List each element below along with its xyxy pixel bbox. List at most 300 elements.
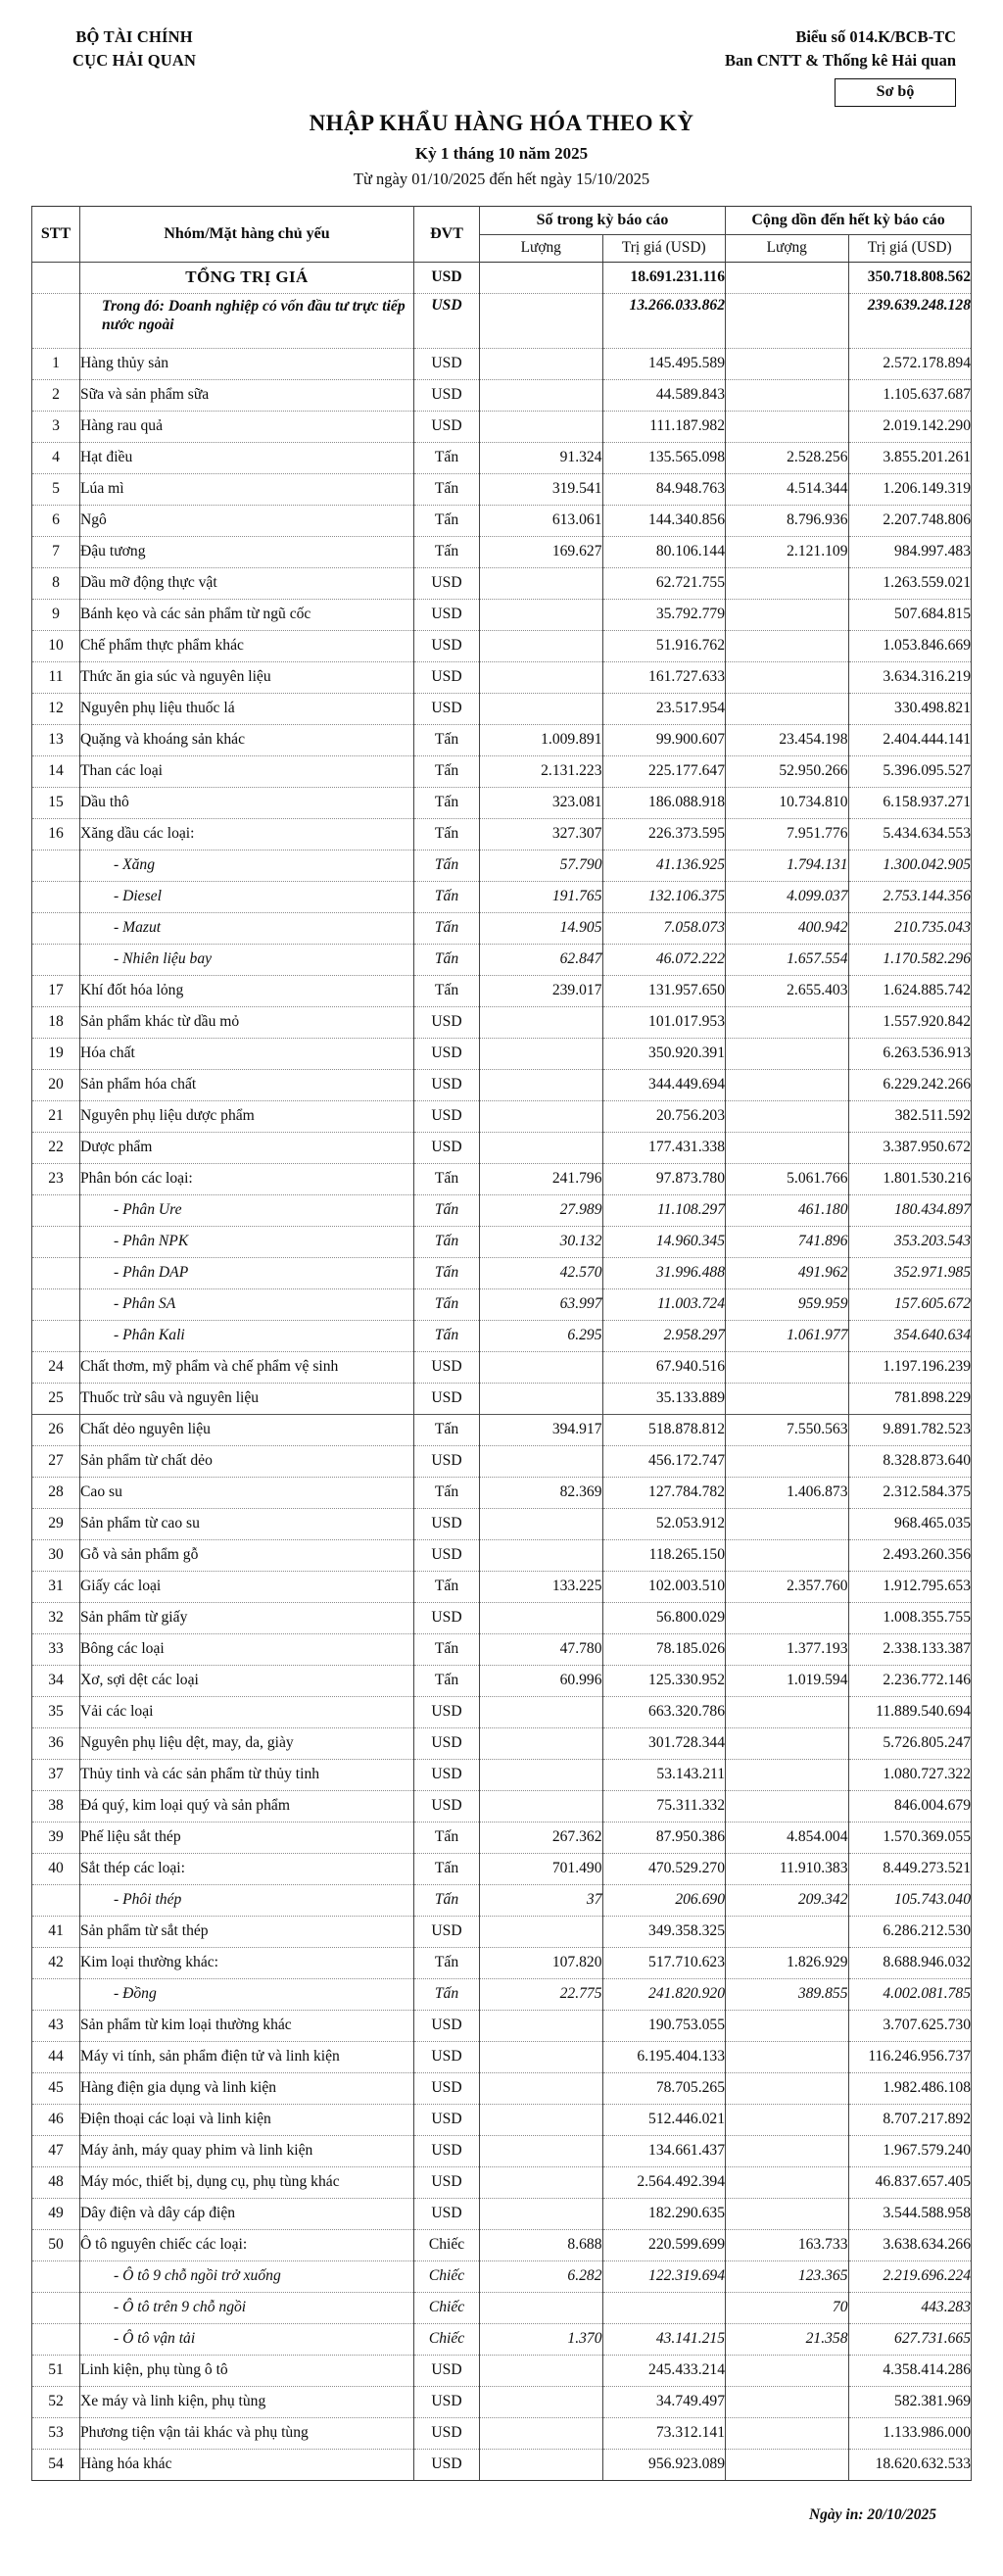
table-row — [32, 599, 972, 630]
period-value-cell: 122.319.694 — [602, 2260, 726, 2292]
department-name: CỤC HẢI QUAN — [72, 50, 197, 70]
period-quantity-cell: 2.131.223 — [480, 755, 603, 787]
column-header-period-group: Số trong kỳ báo cáo — [480, 207, 726, 235]
cumulative-quantity-cell — [726, 567, 849, 599]
cumulative-quantity-cell — [726, 262, 849, 293]
period-quantity-cell — [480, 1351, 603, 1383]
table-row — [32, 1445, 972, 1477]
table-row — [32, 1696, 972, 1727]
table-row — [32, 755, 972, 787]
period-value-cell: 225.177.647 — [602, 755, 726, 787]
commodity-name-cell: Khí đốt hóa lỏng — [80, 975, 414, 1006]
unit-cell: Tấn — [414, 1477, 480, 1508]
cumulative-value-cell: 350.718.808.562 — [848, 262, 972, 293]
period-quantity-cell: 30.132 — [480, 1226, 603, 1257]
period-value-cell: 35.133.889 — [602, 1383, 726, 1414]
row-index-cell: 10 — [32, 630, 80, 661]
unit-cell: USD — [414, 1602, 480, 1633]
cumulative-value-cell: 1.133.986.000 — [848, 2417, 972, 2449]
form-reference-block — [725, 25, 956, 107]
table-row — [32, 724, 972, 755]
cumulative-quantity-cell: 959.959 — [726, 1288, 849, 1320]
row-index-cell: 18 — [32, 1006, 80, 1038]
period-quantity-cell — [480, 693, 603, 724]
period-quantity-cell: 82.369 — [480, 1477, 603, 1508]
row-index-cell: 21 — [32, 1100, 80, 1132]
period-value-cell: 31.996.488 — [602, 1257, 726, 1288]
period-value-cell: 118.265.150 — [602, 1539, 726, 1571]
cumulative-quantity-cell: 1.061.977 — [726, 1320, 849, 1351]
cumulative-value-cell: 6.263.536.913 — [848, 1038, 972, 1069]
period-value-cell: 456.172.747 — [602, 1445, 726, 1477]
unit-cell: USD — [414, 1038, 480, 1069]
cumulative-quantity-cell: 4.099.037 — [726, 881, 849, 912]
commodity-name-cell: Nguyên phụ liệu dệt, may, da, giày — [80, 1727, 414, 1759]
period-value-cell: 11.108.297 — [602, 1194, 726, 1226]
period-value-cell: 161.727.633 — [602, 661, 726, 693]
unit-cell: Chiếc — [414, 2323, 480, 2355]
column-header-period-quantity: Lượng — [480, 235, 603, 262]
row-index-cell — [32, 912, 80, 944]
row-index-cell: 32 — [32, 1602, 80, 1633]
page-title: NHẬP KHẨU HÀNG HÓA THEO KỲ — [309, 110, 694, 135]
period-quantity-cell — [480, 2010, 603, 2041]
table-row — [32, 2072, 972, 2104]
unit-cell: USD — [414, 1100, 480, 1132]
commodity-name-cell: Hóa chất — [80, 1038, 414, 1069]
row-index-cell: 30 — [32, 1539, 80, 1571]
period-value-cell: 62.721.755 — [602, 567, 726, 599]
cumulative-quantity-cell: 4.854.004 — [726, 1822, 849, 1853]
row-index-cell: 15 — [32, 787, 80, 818]
table-row — [32, 1602, 972, 1633]
period-value-cell: 56.800.029 — [602, 1602, 726, 1633]
cumulative-quantity-cell — [726, 1696, 849, 1727]
row-index-cell — [32, 262, 80, 293]
row-index-cell: 44 — [32, 2041, 80, 2072]
unit-cell: Tấn — [414, 912, 480, 944]
unit-cell: USD — [414, 661, 480, 693]
period-quantity-cell — [480, 1916, 603, 1947]
unit-cell: Tấn — [414, 1822, 480, 1853]
cumulative-quantity-cell: 52.950.266 — [726, 755, 849, 787]
table-row — [32, 1916, 972, 1947]
table-row — [32, 630, 972, 661]
cumulative-quantity-cell — [726, 2041, 849, 2072]
cumulative-value-cell: 846.004.679 — [848, 1790, 972, 1822]
commodity-name-cell: Ô tô nguyên chiếc các loại: — [80, 2229, 414, 2260]
unit-cell: Chiếc — [414, 2260, 480, 2292]
table-row — [32, 1884, 972, 1916]
row-index-cell: 42 — [32, 1947, 80, 1978]
table-row — [32, 1006, 972, 1038]
table-row — [32, 505, 972, 536]
commodity-name-cell: Xăng dầu các loại: — [80, 818, 414, 850]
column-header-cumulative-quantity: Lượng — [726, 235, 849, 262]
preliminary-badge: Sơ bộ — [835, 78, 956, 107]
cumulative-quantity-cell: 389.855 — [726, 1978, 849, 2010]
row-index-cell: 34 — [32, 1665, 80, 1696]
period-quantity-cell — [480, 1790, 603, 1822]
unit-cell: USD — [414, 2135, 480, 2166]
period-value-cell: 18.691.231.116 — [602, 262, 726, 293]
period-value-cell: 7.058.073 — [602, 912, 726, 944]
unit-cell: USD — [414, 567, 480, 599]
column-header-cumulative-value: Trị giá (USD) — [848, 235, 972, 262]
commodity-name-cell: Hàng thủy sản — [80, 348, 414, 379]
commodity-name-cell: TỔNG TRỊ GIÁ — [80, 262, 414, 293]
print-date: Ngày in: 20/10/2025 — [808, 2505, 936, 2523]
cumulative-quantity-cell: 1.657.554 — [726, 944, 849, 975]
row-index-cell: 52 — [32, 2386, 80, 2417]
commodity-name-cell: Vải các loại — [80, 1696, 414, 1727]
commodity-name-cell: Sản phẩm hóa chất — [80, 1069, 414, 1100]
period-quantity-cell — [480, 1696, 603, 1727]
unit-cell: USD — [414, 1696, 480, 1727]
period-quantity-cell — [480, 2166, 603, 2198]
unit-cell: USD — [414, 599, 480, 630]
commodity-name-cell: - Xăng — [80, 850, 414, 881]
table-row — [32, 2104, 972, 2135]
table-row — [32, 262, 972, 293]
title-block — [25, 109, 978, 189]
cumulative-quantity-cell — [726, 1132, 849, 1163]
row-index-cell: 36 — [32, 1727, 80, 1759]
cumulative-value-cell: 180.434.897 — [848, 1194, 972, 1226]
table-row — [32, 348, 972, 379]
table-row — [32, 1226, 972, 1257]
cumulative-value-cell: 8.707.217.892 — [848, 2104, 972, 2135]
row-index-cell — [32, 850, 80, 881]
cumulative-quantity-cell — [726, 630, 849, 661]
cumulative-value-cell: 3.544.588.958 — [848, 2198, 972, 2229]
cumulative-quantity-cell — [726, 661, 849, 693]
commodity-name-cell: Dây điện và dây cáp điện — [80, 2198, 414, 2229]
unit-cell: Tấn — [414, 1884, 480, 1916]
cumulative-value-cell: 1.801.530.216 — [848, 1163, 972, 1194]
cumulative-value-cell: 3.634.316.219 — [848, 661, 972, 693]
period-quantity-cell: 37 — [480, 1884, 603, 1916]
row-index-cell: 29 — [32, 1508, 80, 1539]
table-row — [32, 2135, 972, 2166]
cumulative-value-cell: 210.735.043 — [848, 912, 972, 944]
table-row — [32, 1947, 972, 1978]
period-value-cell: 6.195.404.133 — [602, 2041, 726, 2072]
cumulative-value-cell: 330.498.821 — [848, 693, 972, 724]
cumulative-quantity-cell — [726, 1383, 849, 1414]
period-quantity-cell — [480, 2355, 603, 2386]
unit-cell: USD — [414, 1069, 480, 1100]
commodity-name-cell: - Phân DAP — [80, 1257, 414, 1288]
commodity-name-cell: Dược phẩm — [80, 1132, 414, 1163]
cumulative-value-cell: 6.158.937.271 — [848, 787, 972, 818]
period-value-cell: 245.433.214 — [602, 2355, 726, 2386]
period-quantity-cell: 613.061 — [480, 505, 603, 536]
unit-cell: Tấn — [414, 850, 480, 881]
table-row — [32, 661, 972, 693]
table-row — [32, 1477, 972, 1508]
cumulative-quantity-cell: 7.550.563 — [726, 1414, 849, 1445]
unit-cell: Tấn — [414, 755, 480, 787]
cumulative-value-cell: 1.624.885.742 — [848, 975, 972, 1006]
unit-cell: Tấn — [414, 1853, 480, 1884]
row-index-cell: 12 — [32, 693, 80, 724]
column-header-unit: ĐVT — [414, 207, 480, 262]
cumulative-value-cell: 239.639.248.128 — [848, 293, 972, 348]
cumulative-value-cell: 5.726.805.247 — [848, 1727, 972, 1759]
period-value-cell: 44.589.843 — [602, 379, 726, 411]
unit-cell: Chiếc — [414, 2229, 480, 2260]
cumulative-value-cell: 781.898.229 — [848, 1383, 972, 1414]
unit-cell: USD — [414, 2166, 480, 2198]
table-row — [32, 411, 972, 442]
row-index-cell — [32, 1288, 80, 1320]
row-index-cell: 26 — [32, 1414, 80, 1445]
row-index-cell — [32, 1978, 80, 2010]
table-row — [32, 1100, 972, 1132]
cumulative-quantity-cell — [726, 293, 849, 348]
period-quantity-cell: 133.225 — [480, 1571, 603, 1602]
cumulative-quantity-cell — [726, 1916, 849, 1947]
row-index-cell — [32, 1884, 80, 1916]
cumulative-value-cell: 1.206.149.319 — [848, 473, 972, 505]
period-value-cell: 349.358.325 — [602, 1916, 726, 1947]
cumulative-quantity-cell — [726, 2417, 849, 2449]
unit-cell: USD — [414, 348, 480, 379]
unit-cell: USD — [414, 2104, 480, 2135]
cumulative-value-cell: 1.197.196.239 — [848, 1351, 972, 1383]
unit-cell: Tấn — [414, 1947, 480, 1978]
cumulative-value-cell: 1.053.846.669 — [848, 630, 972, 661]
cumulative-quantity-cell: 491.962 — [726, 1257, 849, 1288]
commodity-name-cell: Sản phẩm từ cao su — [80, 1508, 414, 1539]
unit-cell: Tấn — [414, 1320, 480, 1351]
period-quantity-cell — [480, 1602, 603, 1633]
cumulative-quantity-cell — [726, 1351, 849, 1383]
row-index-cell: 23 — [32, 1163, 80, 1194]
period-value-cell: 75.311.332 — [602, 1790, 726, 1822]
unit-cell: Tấn — [414, 1978, 480, 2010]
cumulative-value-cell: 507.684.815 — [848, 599, 972, 630]
period-quantity-cell: 169.627 — [480, 536, 603, 567]
row-index-cell — [32, 2260, 80, 2292]
row-index-cell: 28 — [32, 1477, 80, 1508]
cumulative-quantity-cell — [726, 1508, 849, 1539]
period-value-cell: 206.690 — [602, 1884, 726, 1916]
period-quantity-cell — [480, 411, 603, 442]
commodity-name-cell: Bánh kẹo và các sản phẩm từ ngũ cốc — [80, 599, 414, 630]
column-header-stt: STT — [32, 207, 80, 262]
table-body — [32, 262, 972, 2480]
commodity-name-cell: Sản phẩm từ chất dẻo — [80, 1445, 414, 1477]
commodity-name-cell: Nguyên phụ liệu dược phẩm — [80, 1100, 414, 1132]
period-value-cell: 132.106.375 — [602, 881, 726, 912]
table-row — [32, 1163, 972, 1194]
cumulative-value-cell: 1.263.559.021 — [848, 567, 972, 599]
unit-cell: Tấn — [414, 881, 480, 912]
cumulative-quantity-cell — [726, 2072, 849, 2104]
table-row — [32, 293, 972, 348]
period-value-cell: 470.529.270 — [602, 1853, 726, 1884]
unit-cell: Tấn — [414, 536, 480, 567]
commodity-name-cell: Chất thơm, mỹ phẩm và chế phẩm vệ sinh — [80, 1351, 414, 1383]
period-value-cell: 84.948.763 — [602, 473, 726, 505]
cumulative-quantity-cell: 1.794.131 — [726, 850, 849, 881]
period-quantity-cell — [480, 1759, 603, 1790]
period-value-cell: 226.373.595 — [602, 818, 726, 850]
commodity-name-cell: Linh kiện, phụ tùng ô tô — [80, 2355, 414, 2386]
unit-cell: Tấn — [414, 787, 480, 818]
cumulative-value-cell: 3.638.634.266 — [848, 2229, 972, 2260]
cumulative-quantity-cell: 7.951.776 — [726, 818, 849, 850]
period-quantity-cell — [480, 293, 603, 348]
row-index-cell: 39 — [32, 1822, 80, 1853]
period-quantity-cell: 319.541 — [480, 473, 603, 505]
row-index-cell: 5 — [32, 473, 80, 505]
unit-cell: USD — [414, 693, 480, 724]
table-row — [32, 2323, 972, 2355]
table-row — [32, 1320, 972, 1351]
cumulative-value-cell: 6.229.242.266 — [848, 1069, 972, 1100]
cumulative-value-cell: 2.312.584.375 — [848, 1477, 972, 1508]
table-row — [32, 379, 972, 411]
cumulative-quantity-cell — [726, 1790, 849, 1822]
row-index-cell: 54 — [32, 2449, 80, 2480]
cumulative-quantity-cell — [726, 693, 849, 724]
cumulative-value-cell: 4.002.081.785 — [848, 1978, 972, 2010]
cumulative-quantity-cell: 1.019.594 — [726, 1665, 849, 1696]
unit-cell: USD — [414, 2041, 480, 2072]
row-index-cell: 51 — [32, 2355, 80, 2386]
period-value-cell: 20.756.203 — [602, 1100, 726, 1132]
cumulative-value-cell: 354.640.634 — [848, 1320, 972, 1351]
period-quantity-cell — [480, 2386, 603, 2417]
period-quantity-cell: 14.905 — [480, 912, 603, 944]
row-index-cell: 38 — [32, 1790, 80, 1822]
cumulative-value-cell: 1.982.486.108 — [848, 2072, 972, 2104]
period-value-cell: 34.749.497 — [602, 2386, 726, 2417]
unit-cell: Tấn — [414, 1257, 480, 1288]
unit-cell: USD — [414, 2198, 480, 2229]
table-row — [32, 1790, 972, 1822]
cumulative-quantity-cell: 70 — [726, 2292, 849, 2323]
commodity-name-cell: - Phân NPK — [80, 1226, 414, 1257]
row-index-cell — [32, 1320, 80, 1351]
period-quantity-cell: 6.282 — [480, 2260, 603, 2292]
row-index-cell: 46 — [32, 2104, 80, 2135]
table-row — [32, 473, 972, 505]
commodity-name-cell: - Phôi thép — [80, 1884, 414, 1916]
cumulative-quantity-cell — [726, 2198, 849, 2229]
cumulative-value-cell: 9.891.782.523 — [848, 1414, 972, 1445]
issuing-organization — [47, 25, 196, 73]
period-value-cell: 177.431.338 — [602, 1132, 726, 1163]
commodity-name-cell: Sản phẩm từ sắt thép — [80, 1916, 414, 1947]
commodity-name-cell: Phân bón các loại: — [80, 1163, 414, 1194]
table-row — [32, 1633, 972, 1665]
commodity-name-cell: Gỗ và sản phẩm gỗ — [80, 1539, 414, 1571]
commodity-name-cell: Phương tiện vận tải khác và phụ tùng — [80, 2417, 414, 2449]
row-index-cell — [32, 293, 80, 348]
period-quantity-cell — [480, 262, 603, 293]
unit-cell: Tấn — [414, 1571, 480, 1602]
period-quantity-cell — [480, 1508, 603, 1539]
commodity-name-cell: Máy ảnh, máy quay phim và linh kiện — [80, 2135, 414, 2166]
unit-cell: USD — [414, 293, 480, 348]
table-row — [32, 1351, 972, 1383]
column-header-period-value: Trị giá (USD) — [602, 235, 726, 262]
table-row — [32, 2041, 972, 2072]
cumulative-quantity-cell: 2.121.109 — [726, 536, 849, 567]
row-index-cell: 22 — [32, 1132, 80, 1163]
row-index-cell: 20 — [32, 1069, 80, 1100]
cumulative-quantity-cell — [726, 1038, 849, 1069]
cumulative-value-cell: 2.019.142.290 — [848, 411, 972, 442]
row-index-cell: 53 — [32, 2417, 80, 2449]
cumulative-value-cell: 3.707.625.730 — [848, 2010, 972, 2041]
period-value-cell: 52.053.912 — [602, 1508, 726, 1539]
cumulative-quantity-cell: 1.406.873 — [726, 1477, 849, 1508]
period-quantity-cell: 323.081 — [480, 787, 603, 818]
table-row — [32, 1194, 972, 1226]
period-value-cell: 13.266.033.862 — [602, 293, 726, 348]
column-header-commodity: Nhóm/Mặt hàng chủ yếu — [80, 207, 414, 262]
cumulative-value-cell: 2.572.178.894 — [848, 348, 972, 379]
commodity-name-cell: Hàng rau quả — [80, 411, 414, 442]
row-index-cell — [32, 1194, 80, 1226]
cumulative-value-cell: 443.283 — [848, 2292, 972, 2323]
period-value-cell: 102.003.510 — [602, 1571, 726, 1602]
period-quantity-cell: 241.796 — [480, 1163, 603, 1194]
row-index-cell — [32, 2292, 80, 2323]
commodity-name-cell: - Phân SA — [80, 1288, 414, 1320]
period-quantity-cell: 57.790 — [480, 850, 603, 881]
cumulative-value-cell: 46.837.657.405 — [848, 2166, 972, 2198]
cumulative-quantity-cell: 123.365 — [726, 2260, 849, 2292]
period-value-cell: 46.072.222 — [602, 944, 726, 975]
period-value-cell: 80.106.144 — [602, 536, 726, 567]
unit-cell: USD — [414, 2449, 480, 2480]
table-row — [32, 1257, 972, 1288]
cumulative-value-cell: 984.997.483 — [848, 536, 972, 567]
period-value-cell: 14.960.345 — [602, 1226, 726, 1257]
period-value-cell: 41.136.925 — [602, 850, 726, 881]
commodity-name-cell: Hạt điều — [80, 442, 414, 473]
unit-cell: USD — [414, 1351, 480, 1383]
period-quantity-cell — [480, 2292, 603, 2323]
period-value-cell: 67.940.516 — [602, 1351, 726, 1383]
period-value-cell: 518.878.812 — [602, 1414, 726, 1445]
period-quantity-cell — [480, 2135, 603, 2166]
cumulative-value-cell: 1.080.727.322 — [848, 1759, 972, 1790]
period-quantity-cell — [480, 2041, 603, 2072]
period-value-cell: 956.923.089 — [602, 2449, 726, 2480]
period-quantity-cell: 27.989 — [480, 1194, 603, 1226]
period-value-cell: 190.753.055 — [602, 2010, 726, 2041]
row-index-cell: 48 — [32, 2166, 80, 2198]
period-value-cell: 145.495.589 — [602, 348, 726, 379]
unit-cell: USD — [414, 1445, 480, 1477]
row-index-cell — [32, 1257, 80, 1288]
period-value-cell: 111.187.982 — [602, 411, 726, 442]
period-quantity-cell: 22.775 — [480, 1978, 603, 2010]
row-index-cell: 49 — [32, 2198, 80, 2229]
cumulative-value-cell: 1.967.579.240 — [848, 2135, 972, 2166]
row-index-cell: 43 — [32, 2010, 80, 2041]
cumulative-value-cell: 105.743.040 — [848, 1884, 972, 1916]
cumulative-quantity-cell: 163.733 — [726, 2229, 849, 2260]
cumulative-value-cell: 6.286.212.530 — [848, 1916, 972, 1947]
